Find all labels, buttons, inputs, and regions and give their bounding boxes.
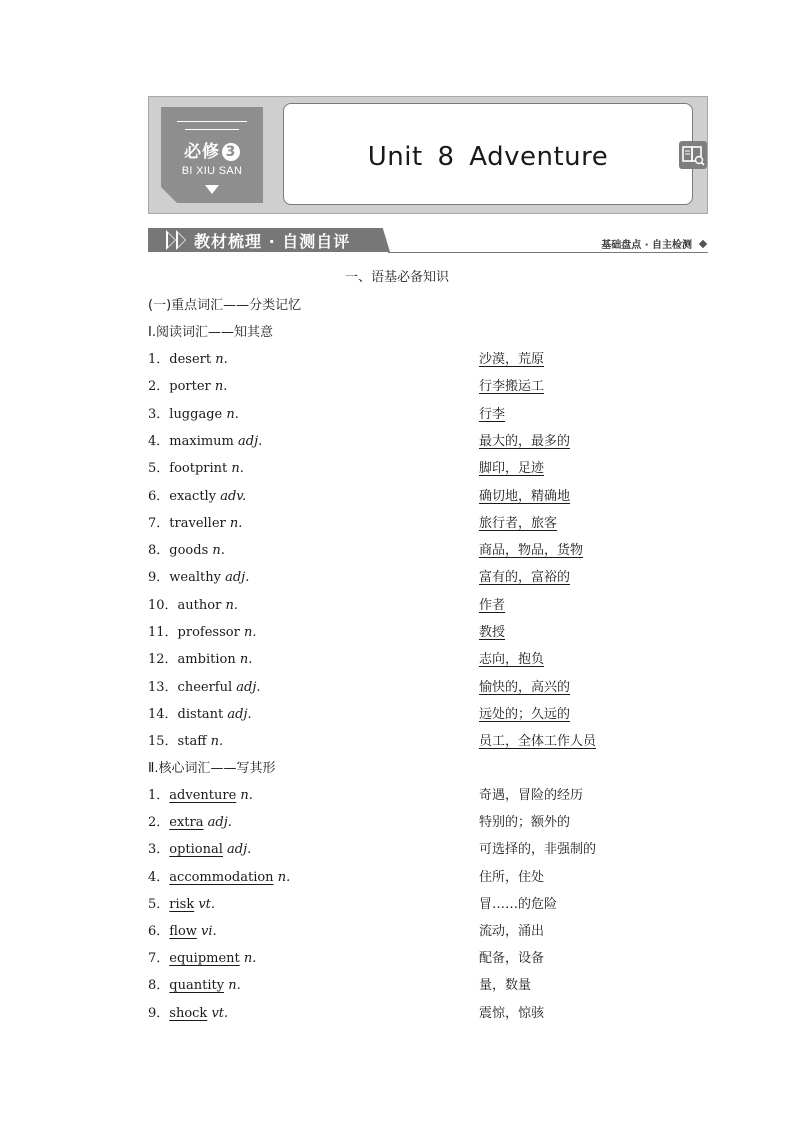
item-part-of-speech: n. [222,406,239,422]
item-number: 9． [148,1005,170,1021]
item-part-of-speech: n. [235,652,253,668]
item-number: 9． [148,570,170,586]
item-part-of-speech: vt. [194,896,216,912]
section-title: 教材梳理 · 自测自评 [194,232,351,251]
item-meaning: 震惊，惊骇 [479,1005,545,1021]
list-item [148,457,708,477]
item-meaning: 作者 [479,597,506,613]
list-item [148,703,708,723]
item-meaning: 富有的，富裕的 [479,570,571,586]
item-word: ambition [177,652,236,668]
item-meaning: 冒……的危险 [479,896,558,912]
list-item [148,566,708,586]
item-part-of-speech: n. [206,734,224,750]
item-word: risk [169,896,195,912]
item-number: 7． [148,951,170,967]
item-meaning: 教授 [479,625,506,640]
item-meaning: 行李 [479,406,506,422]
item-word: professor [177,625,240,640]
item-word: flow [169,924,197,939]
list-item [148,676,708,696]
item-number: 3． [148,406,170,422]
item-number: 15． [148,734,178,750]
item-meaning: 住所，住处 [479,869,545,885]
page-title: Unit 8 Adventure [367,142,609,172]
badge-number: 3 [222,143,240,161]
item-word: adventure [169,788,237,803]
item-part-of-speech: adj. [222,842,252,858]
item-number: 5． [148,896,170,912]
item-number: 6． [148,488,170,504]
item-meaning: 特别的；额外的 [479,815,571,831]
item-part-of-speech: n. [221,597,238,613]
item-part-of-speech: n. [273,869,291,885]
item-word: porter [169,379,211,395]
unit-banner [148,96,708,214]
list-item [148,375,708,395]
item-number: 2． [148,815,170,831]
list-item [148,430,708,450]
core-vocab-heading: Ⅱ.核心词汇——写其形 [148,761,276,776]
item-meaning: 员工，全体工作人员 [479,734,597,750]
item-meaning: 行李搬运工 [479,379,545,395]
list-item [148,920,708,940]
item-word: exactly [169,488,217,504]
item-part-of-speech: n. [239,951,257,967]
list-item [148,947,708,967]
item-number: 4． [148,869,170,885]
item-meaning: 志向，抱负 [479,652,545,668]
item-number: 14． [148,706,178,722]
item-part-of-speech: adj. [223,706,252,722]
item-word: shock [169,1005,208,1021]
item-number: 8． [148,543,170,559]
item-word: goods [169,543,209,559]
section-bar [148,228,708,254]
item-word: maximum [169,433,234,449]
item-number: 2． [148,379,170,395]
list-item [148,512,708,532]
item-word: author [177,597,222,613]
item-word: cheerful [177,679,233,695]
item-part-of-speech: adj. [233,433,263,449]
vocab-heading: (一)重点词汇——分类记忆 [148,298,302,313]
item-meaning: 脚印，足迹 [479,461,545,477]
title-panel [283,103,693,205]
item-meaning: 愉快的，高兴的 [479,679,571,695]
list-item [148,485,708,505]
item-word: desert [169,352,212,367]
item-number: 3． [148,842,170,858]
item-number: 8． [148,978,170,994]
list-item [148,893,708,913]
item-meaning: 远处的；久远的 [479,706,571,722]
item-word: distant [177,706,224,722]
badge-pinyin: BI XIU SAN [181,165,243,177]
item-part-of-speech: adj. [232,679,261,695]
item-word: traveller [169,515,226,531]
item-meaning: 商品，物品，货物 [479,543,584,559]
item-meaning: 配备，设备 [479,951,545,967]
list-item [148,1002,708,1022]
item-number: 12． [148,652,178,668]
item-number: 10． [148,597,178,613]
item-part-of-speech: n. [210,379,228,395]
item-meaning: 可选择的，非强制的 [479,842,597,858]
textbook-badge [161,107,263,203]
item-word: optional [169,842,223,858]
item-number: 13． [148,679,178,695]
item-word: accommodation [169,869,274,885]
list-item [148,730,708,750]
item-number: 1． [148,788,170,803]
list-item [148,403,708,423]
item-number: 5． [148,461,170,477]
list-item [148,648,708,668]
list-item [148,348,708,368]
item-part-of-speech: adj. [203,815,232,831]
reading-vocab-heading: Ⅰ.阅读词汇——知其意 [148,325,273,340]
item-part-of-speech: n. [239,625,257,640]
item-word: staff [177,734,207,750]
item-part-of-speech: vi. [196,924,217,939]
book-search-icon [679,141,707,169]
item-meaning: 流动，涌出 [479,924,545,939]
item-number: 7． [148,515,170,531]
item-word: luggage [169,406,223,422]
item-number: 4． [148,433,170,449]
item-meaning: 确切地，精确地 [479,488,571,504]
item-word: equipment [169,951,240,967]
list-item [148,784,708,804]
list-item [148,811,708,831]
item-word: quantity [169,978,225,994]
list-item [148,539,708,559]
item-meaning: 最大的，最多的 [479,433,571,449]
item-part-of-speech: n. [236,788,253,803]
list-item [148,866,708,886]
item-meaning: 量，数量 [479,978,532,994]
item-part-of-speech: n. [224,978,241,994]
badge-label: 必修 3 [161,137,263,162]
item-number: 11． [148,625,178,640]
item-part-of-speech: n. [227,461,244,477]
item-meaning: 沙漠，荒原 [479,352,545,367]
item-number: 6． [148,924,170,939]
list-item [148,594,708,614]
list-item [148,974,708,994]
item-part-of-speech: adv. [216,488,247,504]
item-part-of-speech: vt. [207,1005,229,1021]
diamond-icon [699,240,707,248]
down-triangle-icon [205,185,219,194]
item-part-of-speech: n. [208,543,225,559]
item-word: extra [169,815,204,831]
list-item [148,621,708,641]
item-meaning: 旅行者，旅客 [479,515,558,531]
item-number: 1． [148,352,170,367]
part-heading: 一、语基必备知识 [344,270,449,285]
item-part-of-speech: n. [211,352,228,367]
item-word: wealthy [169,570,221,586]
item-part-of-speech: n. [225,515,243,531]
list-item [148,838,708,858]
item-word: footprint [169,461,228,477]
section-subtitle: 基础盘点 · 自主检测 [601,240,692,251]
item-meaning: 奇遇，冒险的经历 [479,788,584,803]
item-part-of-speech: adj. [220,570,250,586]
